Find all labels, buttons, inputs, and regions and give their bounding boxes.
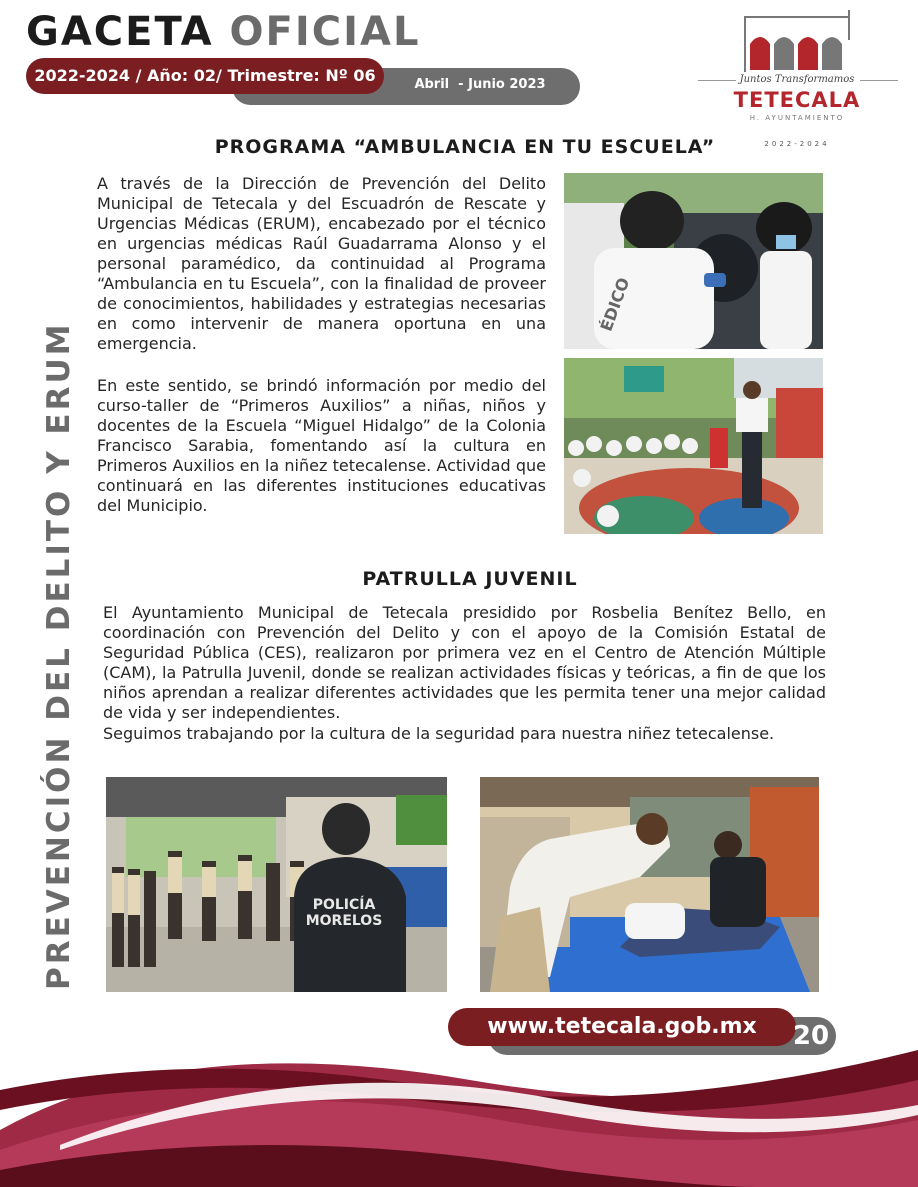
photo-mat-exercise	[480, 777, 819, 992]
logo-slogan: Juntos Transformamos	[739, 74, 855, 85]
section1-paragraph-1: A través de la Dirección de Prevención del Delito Municipal de Tetecala y del Escuadrón de Rescate y Urgencias Médicas (ERUM), encabezado por el técnico en urgencias médicas Raúl Guadarrama Alonso y el personal paramédico, da continuidad al Programa “Ambulancia en tu Escuela”, con la finalidad de proveer de conocimientos, habilidades y estrategias necesarias en como intervenir de manera oportuna en una emergencia.	[97, 174, 546, 353]
tetecala-logo	[694, 8, 904, 148]
issue-pill: 2022-2024 / Año: 02/ Trimestre: Nº 06	[26, 58, 384, 94]
page-number: 20	[792, 1021, 830, 1051]
vest-text-line1: POLICÍA	[312, 897, 376, 913]
photo-youth-patrol-line	[106, 777, 447, 992]
section-side-label: PREVENCIÓN DEL DELITO Y ERUM	[41, 321, 77, 990]
photo-paramedic-with-child	[564, 173, 823, 349]
logo-years: 2022-2024	[764, 140, 830, 148]
website-url[interactable]: www.tetecala.gob.mx	[448, 1008, 796, 1046]
uniform-text: ÉDICO	[596, 275, 634, 334]
section1-paragraph-2: En este sentido, se brindó información por medio del curso-taller de “Primeros Auxilios” a niñas, niños y docentes de la Escuela “Miguel Hidalgo” de la Colonia Francisco Sarabia, fomentando así la cultura en Primeros Auxilios en la niñez tetecalense. Actividad que continuará en las diferentes instituciones educativas del Municipio.	[97, 376, 546, 515]
arches-icon	[694, 8, 900, 72]
section2-heading: PATRULLA JUVENIL	[362, 568, 578, 590]
title-word-gaceta: GACETA	[26, 9, 214, 55]
section2-paragraph-1: El Ayuntamiento Municipal de Tetecala presidido por Rosbelia Benítez Bello, en coordinación con Prevención del Delito y con el apoyo de la Comisión Estatal de Seguridad Pública (CES), realizaron por primera vez en el Centro de Atención Múltiple (CAM), la Patrulla Juvenil, donde se realizan actividades físicas y teóricas, a fin de que los niños aprendan a realizar diferentes actividades que les permita tener una mejor calidad de vida y ser independientes.	[103, 603, 826, 722]
section2-paragraph-2: Seguimos trabajando por la cultura de la seguridad para nuestra niñez tetecalense.	[103, 724, 775, 743]
vest-text-line2: MORELOS	[305, 913, 383, 929]
publication-title	[26, 8, 420, 56]
title-word-oficial: OFICIAL	[229, 9, 421, 55]
period-text: Abril - Junio 2023	[414, 77, 546, 92]
logo-subtitle: H. AYUNTAMIENTO	[749, 114, 845, 122]
logo-name: TETECALA	[733, 88, 861, 112]
photo-first-aid-class	[564, 358, 823, 534]
section1-heading: PROGRAMA “AMBULANCIA EN TU ESCUELA”	[214, 136, 716, 158]
